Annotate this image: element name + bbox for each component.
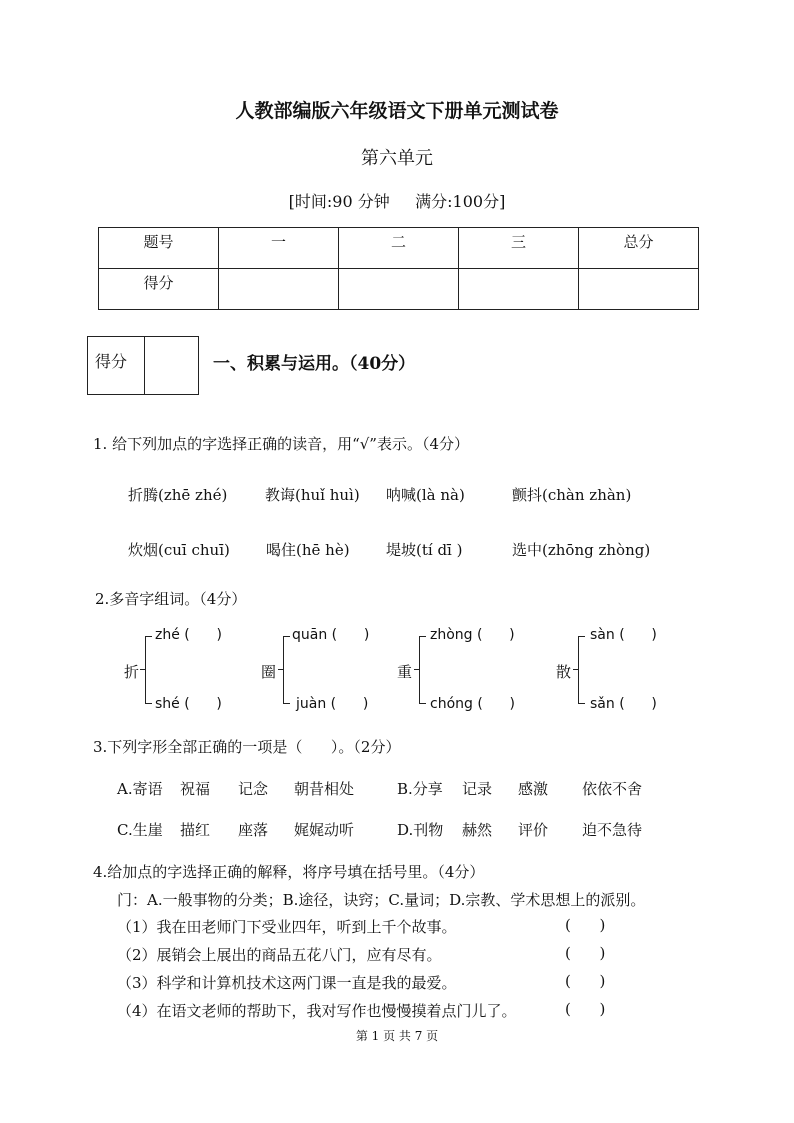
answer-blank[interactable]: ( ) xyxy=(565,972,606,990)
pinyin-blank[interactable]: zhòng ( ) xyxy=(430,627,515,643)
row-label: 得分 xyxy=(99,269,219,310)
q1-item: 呐喊(là nà) xyxy=(386,486,465,504)
q4-item: （2）展销会上展出的商品五花八门，应有尽有。 xyxy=(117,946,442,964)
option-word: 祝福 xyxy=(180,780,211,798)
option-word: 赫然 xyxy=(462,821,493,839)
pinyin-blank[interactable]: juàn ( ) xyxy=(296,696,369,712)
definition-line: 门：A.一般事物的分类；B.途径，诀窍；C.量词；D.宗教、学术思想上的派别。 xyxy=(117,891,646,909)
unit-subtitle: 第六单元 xyxy=(361,148,433,169)
q4-item: （3）科学和计算机技术这两门课一直是我的最爱。 xyxy=(117,974,457,992)
answer-blank[interactable]: ( ) xyxy=(565,916,606,934)
q1-item: 颤抖(chàn zhàn) xyxy=(512,486,632,504)
q1-item: 堤坡(tí dī ) xyxy=(386,541,463,559)
option-b[interactable]: B.分享 xyxy=(397,780,443,798)
pinyin-blank[interactable]: zhé ( ) xyxy=(155,627,222,643)
page-title: 人教部编版六年级语文下册单元测试卷 xyxy=(235,100,559,122)
table-header: 总分 xyxy=(579,228,699,269)
q4-item: （4）在语文老师的帮助下，我对写作也慢慢摸着点门儿了。 xyxy=(117,1002,517,1020)
answer-blank[interactable]: ( ) xyxy=(565,1000,606,1018)
question-4-prompt: 4.给加点的字选择正确的解释，将序号填在括号里。（4分） xyxy=(93,863,485,881)
q4-item: （1）我在田老师门下受业四年，听到上千个故事。 xyxy=(117,918,457,936)
q1-item: 教诲(huǐ huì) xyxy=(265,486,360,504)
polyphone-char: 圈 xyxy=(261,663,277,681)
score-cell[interactable] xyxy=(459,269,579,310)
option-word: 记录 xyxy=(462,780,493,798)
option-word: 朝昔相处 xyxy=(294,780,355,798)
score-cell[interactable] xyxy=(579,269,699,310)
option-word: 记念 xyxy=(238,780,269,798)
option-word: 感激 xyxy=(518,780,549,798)
section-score-box xyxy=(87,336,199,395)
option-word: 评价 xyxy=(518,821,549,839)
time-info: [时间:90 分钟 满分:100分] xyxy=(288,192,506,211)
question-1-prompt: 1. 给下列加点的字选择正确的读音，用“√”表示。（4分） xyxy=(93,435,470,453)
bracket xyxy=(283,636,290,704)
score-table xyxy=(98,227,699,310)
pinyin-blank[interactable]: quān ( ) xyxy=(292,627,370,643)
option-d[interactable]: D.刊物 xyxy=(397,821,444,839)
option-word: 迫不急待 xyxy=(582,821,643,839)
option-word: 座落 xyxy=(238,821,269,839)
bracket xyxy=(419,636,426,704)
polyphone-char: 重 xyxy=(397,663,413,681)
page-footer: 第 1 页 共 7 页 xyxy=(355,1029,439,1043)
table-header: 二 xyxy=(339,228,459,269)
score-label: 得分 xyxy=(95,352,128,371)
table-row xyxy=(99,269,699,310)
score-cell[interactable] xyxy=(339,269,459,310)
option-a[interactable]: A.寄语 xyxy=(117,780,163,798)
option-word: 娓娓动听 xyxy=(294,821,355,839)
divider xyxy=(144,337,145,394)
q1-item: 选中(zhōng zhòng) xyxy=(512,541,651,559)
pinyin-blank[interactable]: shé ( ) xyxy=(155,696,222,712)
table-header: 三 xyxy=(459,228,579,269)
option-c[interactable]: C.生崖 xyxy=(117,821,163,839)
table-header: 题号 xyxy=(99,228,219,269)
section-heading: 一、积累与运用。（40分） xyxy=(213,354,416,374)
q1-item: 喝住(hē hè) xyxy=(266,541,350,559)
option-word: 描红 xyxy=(180,821,211,839)
pinyin-blank[interactable]: chóng ( ) xyxy=(430,696,515,712)
option-word: 依依不舍 xyxy=(582,780,643,798)
q1-item: 折腾(zhē zhé) xyxy=(128,486,228,504)
polyphone-char: 折 xyxy=(124,663,140,681)
table-row xyxy=(99,228,699,269)
question-2-prompt: 2.多音字组词。（4分） xyxy=(95,590,247,608)
pinyin-blank[interactable]: sàn ( ) xyxy=(590,627,657,643)
polyphone-char: 散 xyxy=(556,663,572,681)
score-cell[interactable] xyxy=(219,269,339,310)
bracket xyxy=(578,636,585,704)
pinyin-blank[interactable]: sǎn ( ) xyxy=(590,696,657,712)
answer-blank[interactable]: ( ) xyxy=(565,944,606,962)
table-header: 一 xyxy=(219,228,339,269)
q1-item: 炊烟(cuī chuī) xyxy=(128,541,230,559)
question-3-prompt: 3.下列字形全部正确的一项是（ ）。（2分） xyxy=(93,738,401,756)
bracket xyxy=(145,636,152,704)
